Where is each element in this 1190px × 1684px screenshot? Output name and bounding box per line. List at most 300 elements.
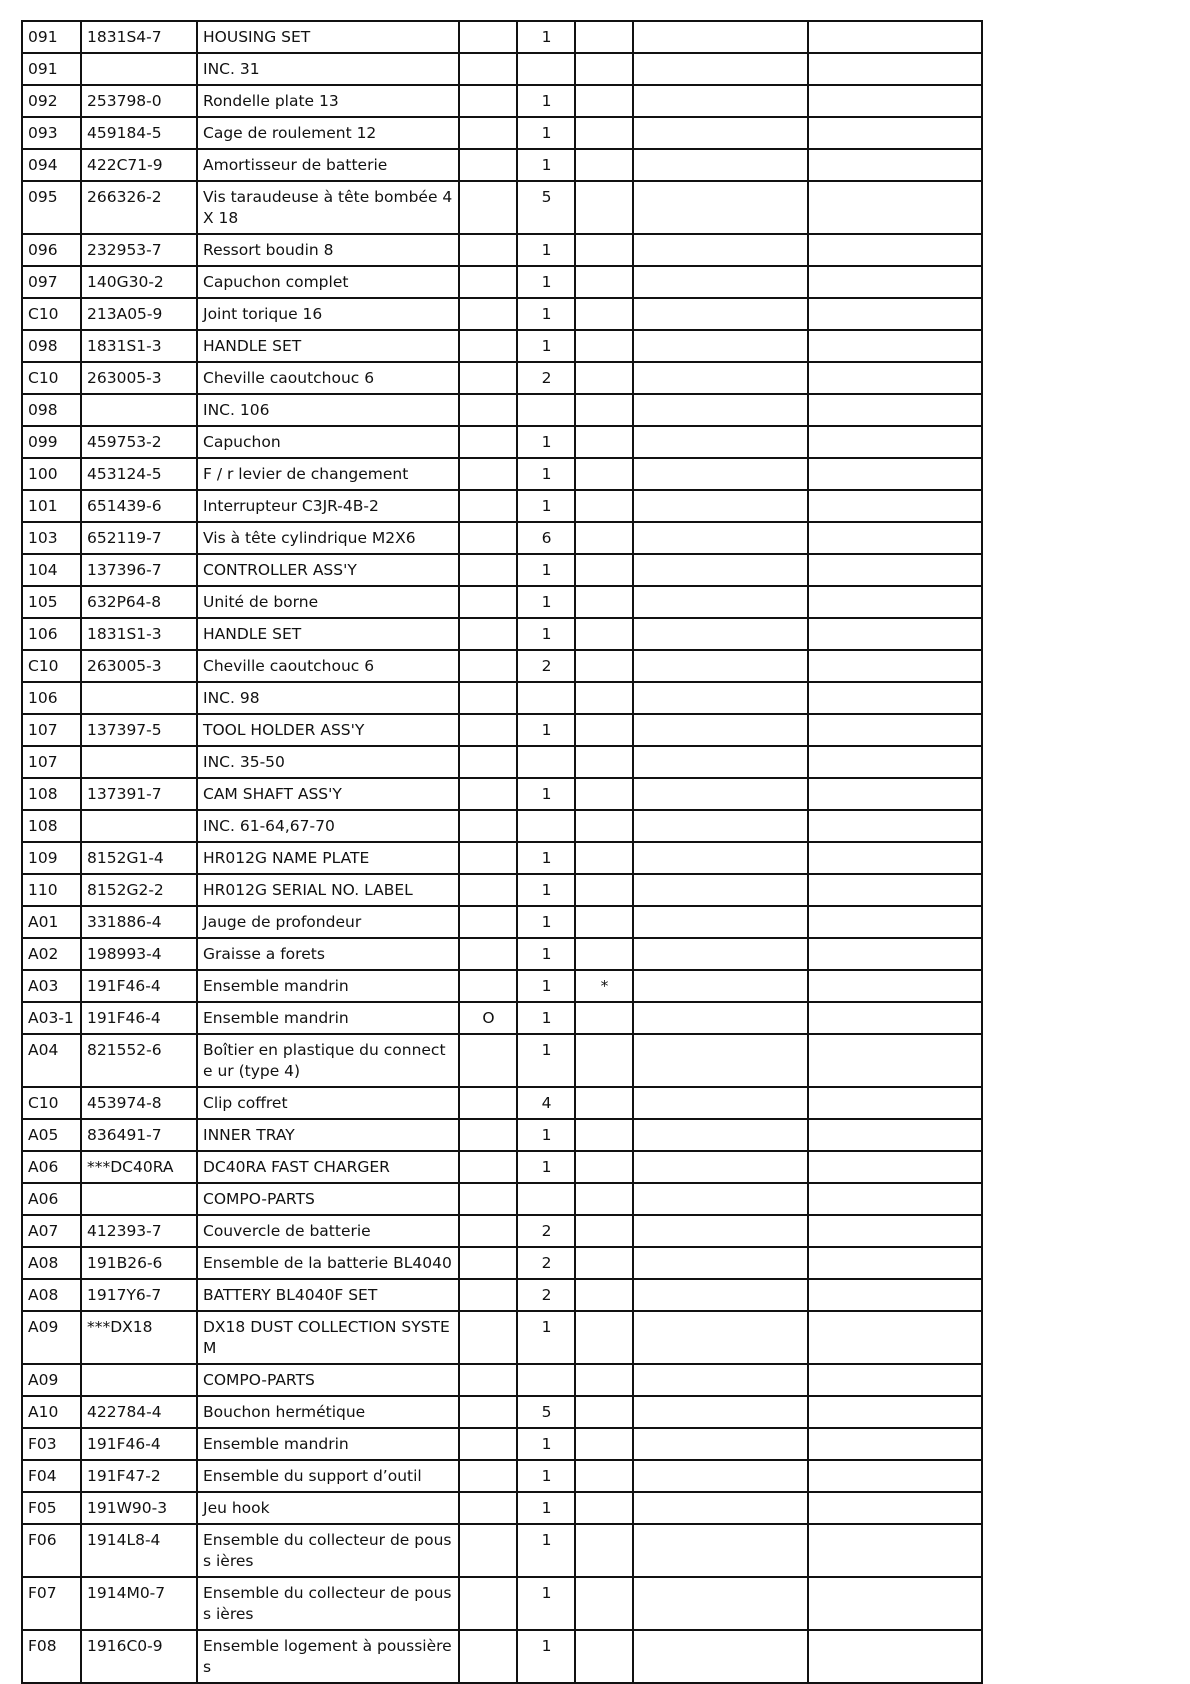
quantity-cell: 1 — [517, 1524, 575, 1577]
extra-cell — [633, 522, 808, 554]
note-cell — [575, 490, 633, 522]
mark-cell — [459, 1396, 517, 1428]
table-row — [22, 970, 982, 1002]
note-cell — [575, 234, 633, 266]
extra-cell — [633, 1428, 808, 1460]
quantity-cell: 1 — [517, 1492, 575, 1524]
part-number-cell: 191F46-4 — [81, 970, 197, 1002]
part-number-cell: 232953-7 — [81, 234, 197, 266]
extra-cell — [633, 1119, 808, 1151]
quantity-cell: 2 — [517, 362, 575, 394]
extra-cell — [633, 149, 808, 181]
quantity-cell: 1 — [517, 1630, 575, 1683]
part-number-cell: 137397-5 — [81, 714, 197, 746]
part-number-cell: 821552-6 — [81, 1034, 197, 1087]
note-cell — [575, 842, 633, 874]
extra-cell — [633, 394, 808, 426]
part-number-cell: 213A05-9 — [81, 298, 197, 330]
description-cell: HR012G SERIAL NO. LABEL — [197, 874, 459, 906]
quantity-cell: 1 — [517, 1577, 575, 1630]
extra-cell — [808, 778, 982, 810]
description-cell: Ensemble du collecteur de pouss ières — [197, 1524, 459, 1577]
mark-cell — [459, 938, 517, 970]
item-number-cell: 101 — [22, 490, 81, 522]
description-cell: Graisse a forets — [197, 938, 459, 970]
item-number-cell: 108 — [22, 778, 81, 810]
description-cell: Boîtier en plastique du connecte ur (type 4) — [197, 1034, 459, 1087]
extra-cell — [633, 714, 808, 746]
item-number-cell: A06 — [22, 1183, 81, 1215]
part-number-cell: 263005-3 — [81, 362, 197, 394]
extra-cell — [808, 21, 982, 53]
extra-cell — [808, 938, 982, 970]
part-number-cell: 1831S1-3 — [81, 618, 197, 650]
extra-cell — [633, 490, 808, 522]
quantity-cell: 1 — [517, 266, 575, 298]
description-cell: COMPO-PARTS — [197, 1183, 459, 1215]
item-number-cell: F05 — [22, 1492, 81, 1524]
part-number-cell: 8152G2-2 — [81, 874, 197, 906]
description-cell: INC. 98 — [197, 682, 459, 714]
mark-cell — [459, 714, 517, 746]
extra-cell — [808, 234, 982, 266]
extra-cell — [633, 362, 808, 394]
extra-cell — [808, 149, 982, 181]
note-cell — [575, 181, 633, 234]
item-number-cell: 098 — [22, 330, 81, 362]
part-number-cell: 1831S4-7 — [81, 21, 197, 53]
quantity-cell: 1 — [517, 1002, 575, 1034]
description-cell: Ensemble mandrin — [197, 1002, 459, 1034]
mark-cell — [459, 554, 517, 586]
description-cell: Joint torique 16 — [197, 298, 459, 330]
table-row — [22, 330, 982, 362]
description-cell: Amortisseur de batterie — [197, 149, 459, 181]
extra-cell — [633, 181, 808, 234]
item-number-cell: A08 — [22, 1279, 81, 1311]
part-number-cell: 453974-8 — [81, 1087, 197, 1119]
description-cell: Ensemble du collecteur de pouss ières — [197, 1577, 459, 1630]
part-number-cell: 140G30-2 — [81, 266, 197, 298]
table-row — [22, 298, 982, 330]
mark-cell — [459, 1577, 517, 1630]
description-cell: F / r levier de changement — [197, 458, 459, 490]
part-number-cell: 1917Y6-7 — [81, 1279, 197, 1311]
table-row — [22, 1215, 982, 1247]
item-number-cell: 097 — [22, 266, 81, 298]
note-cell — [575, 1247, 633, 1279]
item-number-cell: 095 — [22, 181, 81, 234]
table-row — [22, 810, 982, 842]
part-number-cell: 459753-2 — [81, 426, 197, 458]
item-number-cell: A02 — [22, 938, 81, 970]
extra-cell — [633, 1492, 808, 1524]
description-cell: Rondelle plate 13 — [197, 85, 459, 117]
extra-cell — [808, 458, 982, 490]
note-cell — [575, 330, 633, 362]
table-row — [22, 874, 982, 906]
mark-cell: O — [459, 1002, 517, 1034]
quantity-cell: 1 — [517, 1428, 575, 1460]
mark-cell — [459, 1460, 517, 1492]
extra-cell — [633, 1311, 808, 1364]
extra-cell — [633, 1460, 808, 1492]
item-number-cell: A08 — [22, 1247, 81, 1279]
quantity-cell: 2 — [517, 1247, 575, 1279]
part-number-cell: 198993-4 — [81, 938, 197, 970]
table-row — [22, 1247, 982, 1279]
extra-cell — [808, 1428, 982, 1460]
mark-cell — [459, 1119, 517, 1151]
description-cell: CAM SHAFT ASS'Y — [197, 778, 459, 810]
note-cell — [575, 874, 633, 906]
quantity-cell: 1 — [517, 618, 575, 650]
extra-cell — [808, 586, 982, 618]
extra-cell — [633, 21, 808, 53]
part-number-cell — [81, 746, 197, 778]
note-cell — [575, 85, 633, 117]
quantity-cell — [517, 682, 575, 714]
mark-cell — [459, 1364, 517, 1396]
quantity-cell: 4 — [517, 1087, 575, 1119]
item-number-cell: 103 — [22, 522, 81, 554]
description-cell: INC. 31 — [197, 53, 459, 85]
extra-cell — [808, 298, 982, 330]
item-number-cell: 099 — [22, 426, 81, 458]
table-row — [22, 842, 982, 874]
mark-cell — [459, 85, 517, 117]
extra-cell — [808, 1364, 982, 1396]
part-number-cell: 412393-7 — [81, 1215, 197, 1247]
table-row — [22, 522, 982, 554]
extra-cell — [633, 1034, 808, 1087]
quantity-cell: 5 — [517, 1396, 575, 1428]
item-number-cell: 106 — [22, 618, 81, 650]
note-cell — [575, 650, 633, 682]
description-cell: HANDLE SET — [197, 330, 459, 362]
note-cell — [575, 1460, 633, 1492]
part-number-cell: 8152G1-4 — [81, 842, 197, 874]
part-number-cell: 422784-4 — [81, 1396, 197, 1428]
item-number-cell: A03 — [22, 970, 81, 1002]
quantity-cell: 2 — [517, 1215, 575, 1247]
part-number-cell: 1914M0-7 — [81, 1577, 197, 1630]
table-row — [22, 650, 982, 682]
mark-cell — [459, 810, 517, 842]
quantity-cell — [517, 1183, 575, 1215]
extra-cell — [633, 1630, 808, 1683]
part-number-cell: 1916C0-9 — [81, 1630, 197, 1683]
item-number-cell: F07 — [22, 1577, 81, 1630]
extra-cell — [808, 330, 982, 362]
extra-cell — [633, 458, 808, 490]
note-cell — [575, 778, 633, 810]
description-cell: Interrupteur C3JR-4B-2 — [197, 490, 459, 522]
mark-cell — [459, 149, 517, 181]
extra-cell — [808, 1087, 982, 1119]
extra-cell — [633, 426, 808, 458]
description-cell: TOOL HOLDER ASS'Y — [197, 714, 459, 746]
extra-cell — [808, 554, 982, 586]
quantity-cell: 1 — [517, 21, 575, 53]
item-number-cell: A03-1 — [22, 1002, 81, 1034]
item-number-cell: A04 — [22, 1034, 81, 1087]
table-row — [22, 1034, 982, 1087]
item-number-cell: C10 — [22, 650, 81, 682]
extra-cell — [633, 650, 808, 682]
quantity-cell — [517, 53, 575, 85]
mark-cell — [459, 394, 517, 426]
note-cell — [575, 1034, 633, 1087]
extra-cell — [633, 1279, 808, 1311]
mark-cell — [459, 746, 517, 778]
item-number-cell: C10 — [22, 362, 81, 394]
note-cell — [575, 938, 633, 970]
quantity-cell: 1 — [517, 85, 575, 117]
note-cell — [575, 522, 633, 554]
extra-cell — [633, 970, 808, 1002]
extra-cell — [808, 490, 982, 522]
extra-cell — [633, 842, 808, 874]
quantity-cell: 1 — [517, 1119, 575, 1151]
extra-cell — [633, 1396, 808, 1428]
note-cell — [575, 1364, 633, 1396]
extra-cell — [808, 1247, 982, 1279]
note-cell — [575, 1311, 633, 1364]
mark-cell — [459, 1279, 517, 1311]
note-cell — [575, 298, 633, 330]
note-cell — [575, 1577, 633, 1630]
description-cell: INNER TRAY — [197, 1119, 459, 1151]
quantity-cell: 1 — [517, 938, 575, 970]
note-cell — [575, 458, 633, 490]
item-number-cell: A01 — [22, 906, 81, 938]
mark-cell — [459, 650, 517, 682]
table-row — [22, 1279, 982, 1311]
quantity-cell: 1 — [517, 1034, 575, 1087]
extra-cell — [633, 117, 808, 149]
item-number-cell: A06 — [22, 1151, 81, 1183]
extra-cell — [808, 117, 982, 149]
part-number-cell: 453124-5 — [81, 458, 197, 490]
part-number-cell: 191F47-2 — [81, 1460, 197, 1492]
note-cell — [575, 714, 633, 746]
note-cell — [575, 21, 633, 53]
description-cell: Unité de borne — [197, 586, 459, 618]
item-number-cell: 107 — [22, 746, 81, 778]
extra-cell — [808, 1215, 982, 1247]
description-cell: Jeu hook — [197, 1492, 459, 1524]
extra-cell — [808, 842, 982, 874]
description-cell: HR012G NAME PLATE — [197, 842, 459, 874]
table-row — [22, 1577, 982, 1630]
quantity-cell: 1 — [517, 1151, 575, 1183]
item-number-cell: A10 — [22, 1396, 81, 1428]
mark-cell — [459, 682, 517, 714]
mark-cell — [459, 586, 517, 618]
extra-cell — [808, 618, 982, 650]
note-cell — [575, 1492, 633, 1524]
note-cell — [575, 618, 633, 650]
table-row — [22, 394, 982, 426]
description-cell: BATTERY BL4040F SET — [197, 1279, 459, 1311]
extra-cell — [808, 714, 982, 746]
extra-cell — [633, 874, 808, 906]
table-row — [22, 490, 982, 522]
item-number-cell: 091 — [22, 53, 81, 85]
mark-cell — [459, 458, 517, 490]
extra-cell — [633, 1577, 808, 1630]
table-row — [22, 1311, 982, 1364]
part-number-cell: 651439-6 — [81, 490, 197, 522]
mark-cell — [459, 426, 517, 458]
quantity-cell: 1 — [517, 490, 575, 522]
quantity-cell: 1 — [517, 298, 575, 330]
note-cell — [575, 1428, 633, 1460]
quantity-cell: 1 — [517, 1311, 575, 1364]
note-cell — [575, 906, 633, 938]
description-cell: Jauge de profondeur — [197, 906, 459, 938]
table-row — [22, 149, 982, 181]
part-number-cell — [81, 810, 197, 842]
table-row — [22, 1460, 982, 1492]
item-number-cell: C10 — [22, 1087, 81, 1119]
extra-cell — [808, 1577, 982, 1630]
quantity-cell: 1 — [517, 330, 575, 362]
note-cell — [575, 53, 633, 85]
extra-cell — [808, 1183, 982, 1215]
item-number-cell: 104 — [22, 554, 81, 586]
part-number-cell: 191B26-6 — [81, 1247, 197, 1279]
mark-cell — [459, 1183, 517, 1215]
mark-cell — [459, 1034, 517, 1087]
mark-cell — [459, 1630, 517, 1683]
table-row — [22, 458, 982, 490]
mark-cell — [459, 1311, 517, 1364]
note-cell — [575, 1215, 633, 1247]
quantity-cell: 1 — [517, 458, 575, 490]
extra-cell — [633, 778, 808, 810]
table-row — [22, 554, 982, 586]
part-number-cell: 253798-0 — [81, 85, 197, 117]
table-row — [22, 1428, 982, 1460]
extra-cell — [633, 1215, 808, 1247]
table-row — [22, 1364, 982, 1396]
quantity-cell: 2 — [517, 1279, 575, 1311]
note-cell — [575, 1524, 633, 1577]
mark-cell — [459, 1247, 517, 1279]
description-cell: INC. 106 — [197, 394, 459, 426]
extra-cell — [808, 1034, 982, 1087]
part-number-cell: 459184-5 — [81, 117, 197, 149]
description-cell: Ensemble de la batterie BL4040 — [197, 1247, 459, 1279]
part-number-cell: 191F46-4 — [81, 1428, 197, 1460]
mark-cell — [459, 298, 517, 330]
note-cell — [575, 426, 633, 458]
note-cell — [575, 1151, 633, 1183]
extra-cell — [633, 906, 808, 938]
extra-cell — [808, 650, 982, 682]
extra-cell — [808, 1151, 982, 1183]
extra-cell — [808, 181, 982, 234]
note-cell — [575, 266, 633, 298]
item-number-cell: F03 — [22, 1428, 81, 1460]
part-number-cell: 1914L8-4 — [81, 1524, 197, 1577]
description-cell: Capuchon complet — [197, 266, 459, 298]
table-row — [22, 746, 982, 778]
description-cell: HANDLE SET — [197, 618, 459, 650]
description-cell: DC40RA FAST CHARGER — [197, 1151, 459, 1183]
table-row — [22, 1396, 982, 1428]
extra-cell — [808, 810, 982, 842]
table-row — [22, 1524, 982, 1577]
part-number-cell: ***DX18 — [81, 1311, 197, 1364]
extra-cell — [808, 1396, 982, 1428]
note-cell — [575, 394, 633, 426]
mark-cell — [459, 618, 517, 650]
description-cell: Cheville caoutchouc 6 — [197, 650, 459, 682]
item-number-cell: F08 — [22, 1630, 81, 1683]
item-number-cell: C10 — [22, 298, 81, 330]
description-cell: INC. 61-64,67-70 — [197, 810, 459, 842]
extra-cell — [633, 618, 808, 650]
extra-cell — [633, 682, 808, 714]
part-number-cell: 191W90-3 — [81, 1492, 197, 1524]
item-number-cell: 094 — [22, 149, 81, 181]
quantity-cell: 1 — [517, 714, 575, 746]
part-number-cell — [81, 682, 197, 714]
description-cell: Ensemble mandrin — [197, 1428, 459, 1460]
quantity-cell: 1 — [517, 554, 575, 586]
extra-cell — [633, 746, 808, 778]
table-row — [22, 906, 982, 938]
part-number-cell: 422C71-9 — [81, 149, 197, 181]
mark-cell — [459, 842, 517, 874]
part-number-cell — [81, 1183, 197, 1215]
quantity-cell: 1 — [517, 1460, 575, 1492]
quantity-cell: 1 — [517, 586, 575, 618]
quantity-cell: 1 — [517, 906, 575, 938]
mark-cell — [459, 181, 517, 234]
quantity-cell — [517, 1364, 575, 1396]
note-cell — [575, 149, 633, 181]
part-number-cell: 836491-7 — [81, 1119, 197, 1151]
quantity-cell: 1 — [517, 778, 575, 810]
part-number-cell: 632P64-8 — [81, 586, 197, 618]
part-number-cell — [81, 53, 197, 85]
mark-cell — [459, 330, 517, 362]
extra-cell — [633, 298, 808, 330]
extra-cell — [808, 426, 982, 458]
item-number-cell: F06 — [22, 1524, 81, 1577]
table-row — [22, 1087, 982, 1119]
mark-cell — [459, 906, 517, 938]
extra-cell — [633, 85, 808, 117]
extra-cell — [633, 266, 808, 298]
note-cell — [575, 554, 633, 586]
table-row — [22, 1002, 982, 1034]
extra-cell — [633, 554, 808, 586]
item-number-cell: 091 — [22, 21, 81, 53]
mark-cell — [459, 490, 517, 522]
parts-table-body — [22, 21, 982, 1683]
note-cell — [575, 810, 633, 842]
quantity-cell: 1 — [517, 970, 575, 1002]
extra-cell — [633, 1364, 808, 1396]
extra-cell — [808, 1002, 982, 1034]
mark-cell — [459, 21, 517, 53]
quantity-cell — [517, 746, 575, 778]
